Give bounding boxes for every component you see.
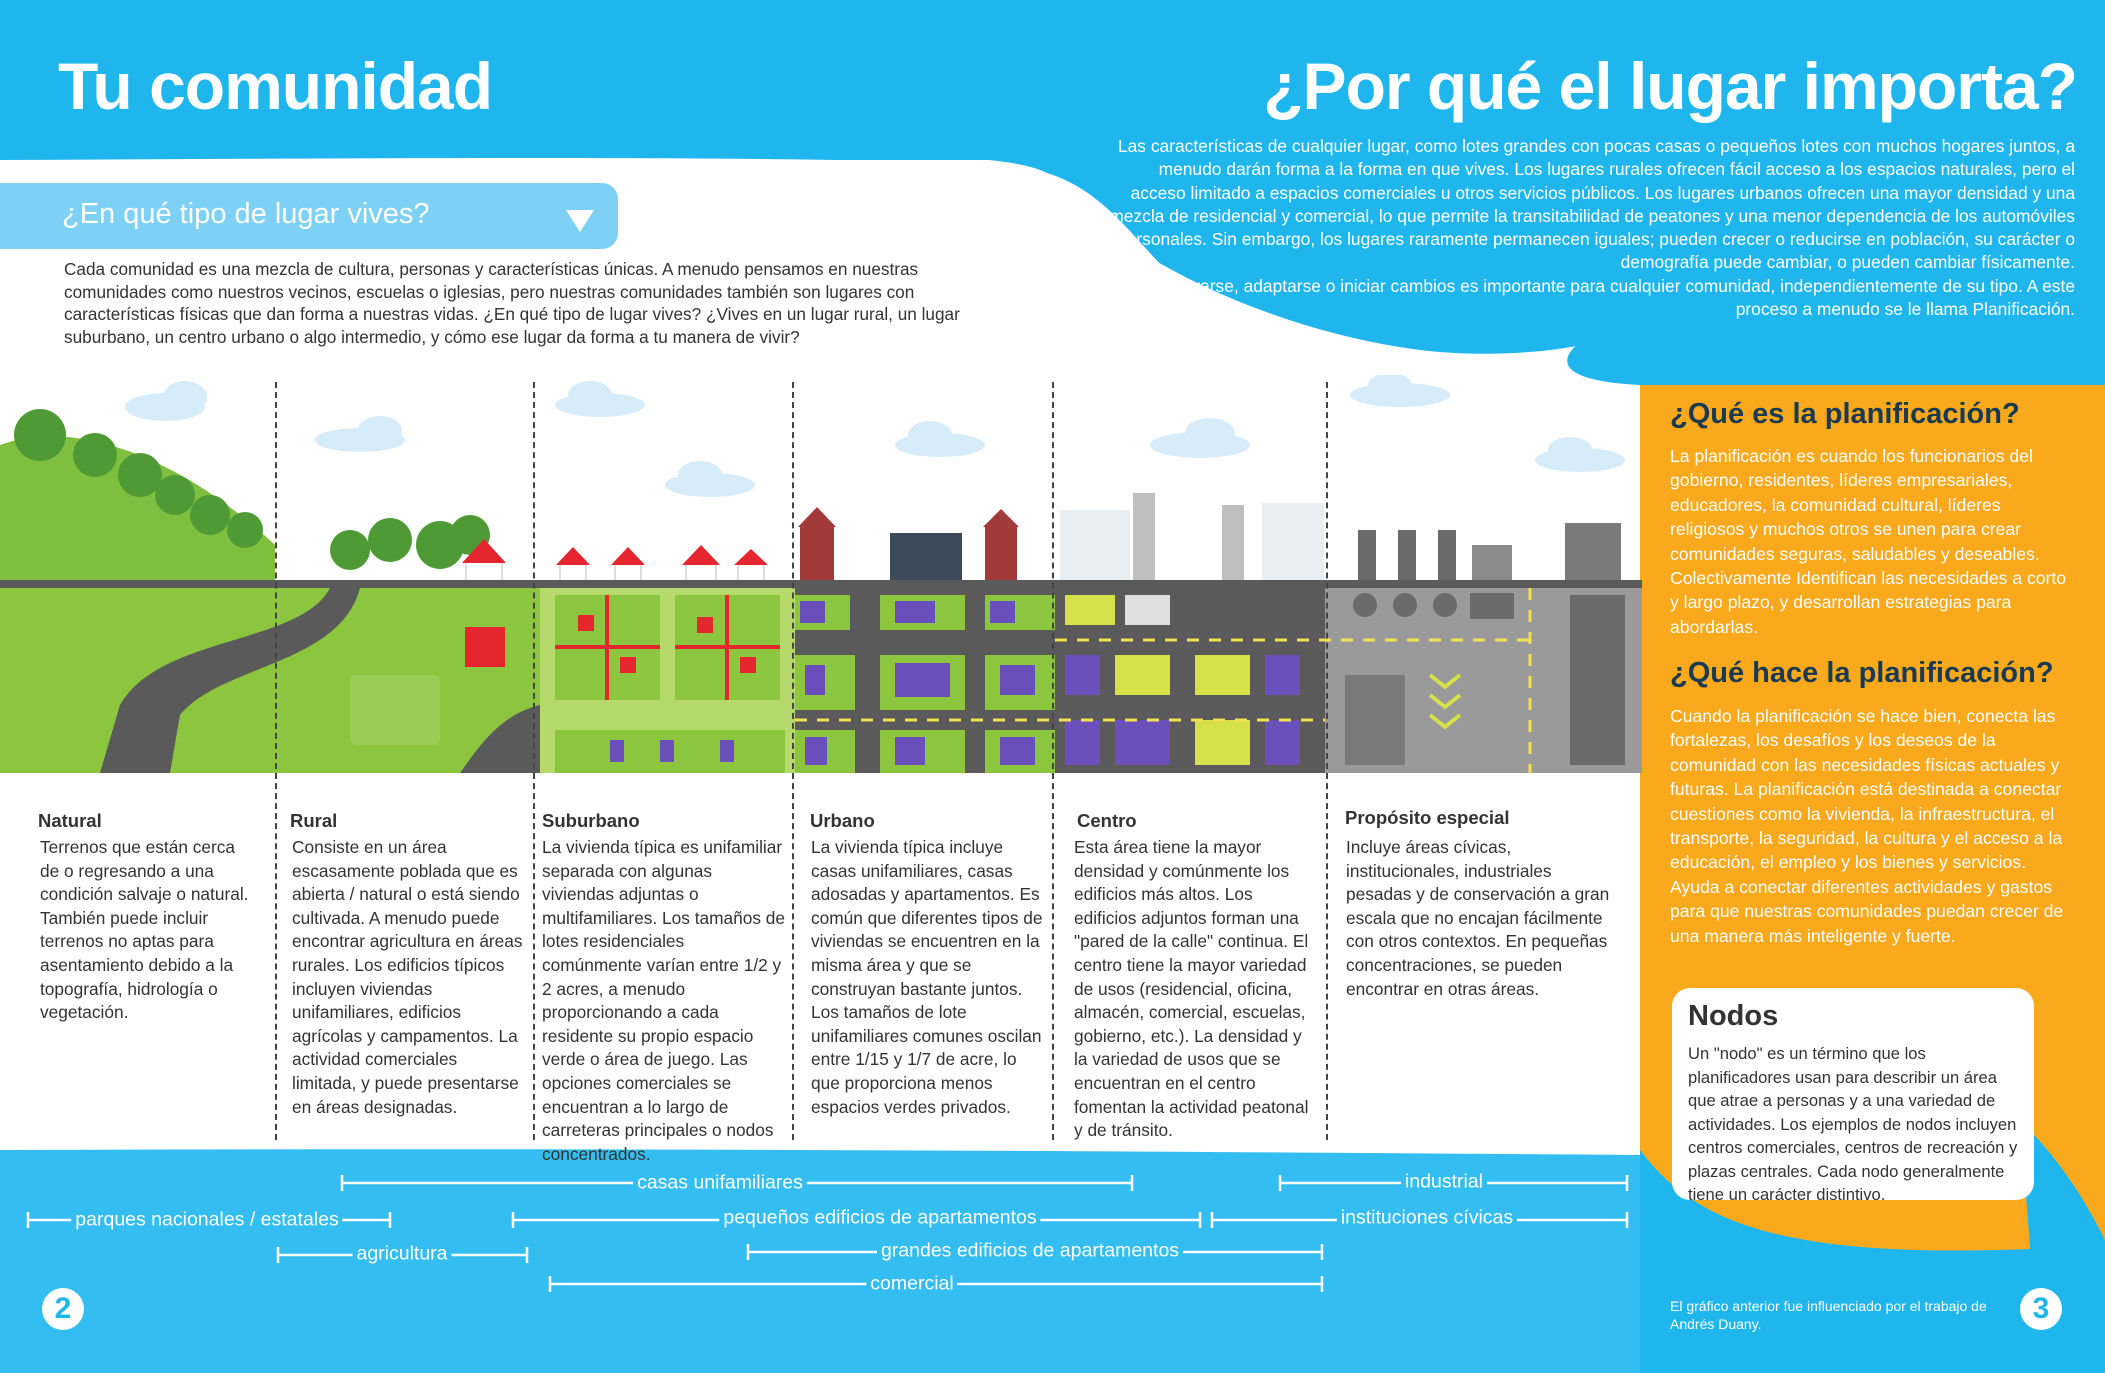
divider-4 bbox=[1052, 382, 1054, 1140]
page-number-right: 3 bbox=[2020, 1288, 2062, 1330]
column-text-rural: Consiste en un área escasamente poblada que es abierta / natural o está siendo cultivada. A menudo puede encontrar agricultura en áreas rurales. Los edificios típicos incluyen viviendas unifamiliares, edificios agrícolas y campamentos. La actividad comerciales limitada, y puede presentarse en áreas designadas. bbox=[292, 837, 523, 1117]
skyline bbox=[556, 493, 1621, 583]
divider-2 bbox=[533, 382, 535, 1140]
chevron-down-icon[interactable] bbox=[566, 210, 594, 232]
divider-5 bbox=[1326, 382, 1328, 1140]
page-title-right: ¿Por qué el lugar importa? bbox=[1263, 49, 2077, 123]
column-title-suburbano: Suburbano bbox=[542, 810, 640, 831]
column-text-proposito: Incluye áreas cívicas, institucionales, industriales pesadas y de conservación a gran escala que no encajan fácilmente con otros contextos. En pequeñas concentraciones, se pueden encontrar en otras áreas. bbox=[1346, 837, 1610, 999]
column-text-urbano: La vivienda típica incluye casas unifamiliares, casas adosadas y apartamentos. Es común que diferentes tipos de viviendas se encuentren en la misma área y que se construyan bastante juntos. Los tamaños de lote unifamiliares comunes oscilan entre 1/15 y 1/7 de acre, lo que proporciona menos espacios verdes privados. bbox=[811, 837, 1043, 1117]
page-number-left: 2 bbox=[42, 1288, 84, 1330]
column-title-rural: Rural bbox=[290, 810, 338, 831]
natural-rural-ground bbox=[0, 588, 540, 773]
planning-does-title: ¿Qué hace la planificación? bbox=[1670, 657, 2054, 689]
main-road bbox=[0, 580, 1642, 588]
column-title-urbano: Urbano bbox=[810, 810, 875, 831]
range-label-pequenos: pequeños edificios de apartamentos bbox=[719, 1207, 1040, 1230]
range-label-industrial: industrial bbox=[1401, 1171, 1487, 1194]
column-title-natural: Natural bbox=[38, 810, 102, 831]
range-lines bbox=[0, 1160, 1642, 1310]
range-label-casas: casas unifamiliares bbox=[633, 1172, 807, 1195]
range-label-grandes: grandes edificios de apartamentos bbox=[877, 1240, 1183, 1263]
column-title-centro: Centro bbox=[1077, 810, 1137, 831]
section-intro: Cada comunidad es una mezcla de cultura, personas y características únicas. A menudo pensamos en nuestras comunidades como nuestros vecinos, escuelas o iglesias, pero nuestras comunidades también son lugares con características físicas que dan forma a nuestras vidas. ¿En qué tipo de lugar vives? ¿Vives en un lugar rural, un lugar suburbano, un centro urbano o algo intermedio, y cómo ese lugar da forma a tu manera de vivir? bbox=[64, 259, 960, 347]
range-label-agricultura: agricultura bbox=[352, 1243, 451, 1266]
divider-3 bbox=[792, 382, 794, 1140]
range-label-instituciones: instituciones cívicas bbox=[1337, 1207, 1517, 1230]
barn bbox=[465, 627, 505, 667]
range-label-comercial: comercial bbox=[866, 1273, 957, 1296]
rural-house bbox=[466, 561, 502, 583]
section-tab-label: ¿En qué tipo de lugar vives? bbox=[62, 198, 430, 230]
range-label-parques: parques nacionales / estatales bbox=[71, 1209, 342, 1232]
nodos-title: Nodos bbox=[1688, 1000, 1779, 1032]
page-title-left: Tu comunidad bbox=[58, 49, 493, 123]
divider-1 bbox=[275, 382, 277, 1140]
column-text-centro: Esta área tiene la mayor densidad y comúnmente los edificios más altos. Los edificios adjuntos forman una "pared de la calle" continua. El centro tiene la mayor variedad de usos (residencial, oficina, almacén, comercial, escuelas, gobierno, etc.). La densidad y la variedad de usos que se encuentran en el centro fomentan la actividad peatonal y de tránsito. bbox=[1074, 837, 1309, 1141]
clouds bbox=[125, 375, 1625, 497]
planning-what-text: La planificación es cuando los funcionarios del gobierno, residentes, líderes empresariales, educadores, la comunidad cultural, líderes religiosos y muchos otros se unen para crear comunidades seguras, saludables y deseables. Colectivamente Identifican las necesidades a corto y largo plazo, y desarrollan estrategias para abordarlas. bbox=[1670, 446, 2067, 637]
crop-field bbox=[350, 675, 440, 745]
planning-what-title: ¿Qué es la planificación? bbox=[1670, 398, 2020, 430]
why-paragraph-1: Las características de cualquier lugar, como lotes grandes con pocas casas o pequeños lotes con muchos hogares juntos, a menudo darán forma a la forma en que vives. Los lugares rurales ofrecen fácil acceso a los espacios naturales, pero el acceso limitado a espacios comerciales u otros servicios públicos. Los lugares urbanos ofrecen una mayor densidad y una mezcla de residencial y comercial, lo que permite la transitabilidad de peatones y una menor dependencia de los automóviles personales. Sin embargo, los lugares raramente permanecen iguales; pueden crecer o reducirse en población, su carácter o demografía puede cambiar, o pueden cambiar físicamente. bbox=[1109, 136, 2075, 273]
transect-illustration bbox=[0, 375, 1642, 805]
column-title-proposito: Propósito especial bbox=[1345, 807, 1510, 828]
column-text-suburbano: La vivienda típica es unifamiliar separada con algunas viviendas adjuntas o multifamiliares. Los tamaños de lotes residenciales comúnmente varían entre 1/2 y 2 acres, a menudo proporcionando a cada residente su propio espacio verde o área de juego. Las opciones comerciales se encuentran a lo largo de carreteras principales o nodos concentrados. bbox=[542, 837, 786, 1164]
planning-does-text: Cuando la planificación se hace bien, conecta las fortalezas, los desafíos y los deseos de la comunidad con las necesidades físicas actuales y futuras. La planificación está destinada a conectar cuestiones como la vivienda, la infraestructura, el transporte, la seguridad, la cultura y el acceso a la educación, el empleo y los bienes y servicios. Ayuda a conectar diferentes actividades y gastos para que nuestras comunidades puedan crecer de una manera más inteligente y fuerte. bbox=[1670, 706, 2064, 946]
nodos-text: Un "nodo" es un término que los planificadores usan para describir un área que atrae a personas y a una variedad de actividades. Los ejemplos de nodos incluyen centros comerciales, centros de recreación y plazas centrales. Cada nodo generalmente tiene un carácter distintivo. bbox=[1688, 1044, 2018, 1204]
why-place-matters-text bbox=[1105, 135, 2075, 321]
credit-note: El gráfico anterior fue influenciado por el trabajo de Andrés Duany. bbox=[1670, 1298, 1987, 1332]
why-paragraph-2: Prepararse, adaptarse o iniciar cambios es importante para cualquier comunidad, independientemente de su tipo. A este proceso a menudo se le llama Planificación. bbox=[1147, 275, 2075, 320]
column-text-natural: Terrenos que están cerca de o regresando a una condición salvaje o natural. También puede incluir terrenos no aptas para asentamiento debido a la topografía, hidrología o vegetación. bbox=[40, 837, 249, 1023]
